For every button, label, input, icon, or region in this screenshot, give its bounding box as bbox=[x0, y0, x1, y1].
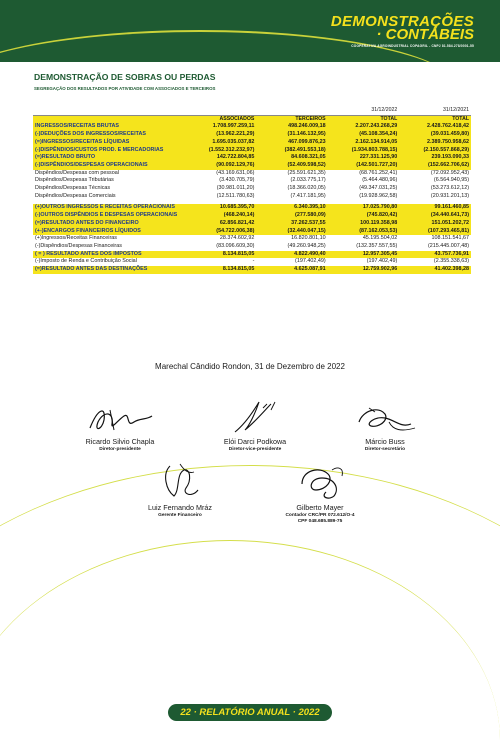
row-value: 10.685.395,70 bbox=[179, 204, 256, 212]
table-row bbox=[33, 123, 471, 131]
row-label: (-)DISPÊNDIOS/CUSTOS PROD. E MERCADORIAS bbox=[33, 147, 179, 155]
col-total-2022: TOTAL bbox=[328, 115, 400, 123]
empty-cell bbox=[33, 107, 179, 115]
column-header-row bbox=[33, 115, 471, 123]
row-value: 4.625.087,91 bbox=[256, 266, 327, 274]
row-value: (90.092.129,76) bbox=[179, 162, 256, 170]
signature-image bbox=[215, 398, 295, 436]
row-value: (468.240,14) bbox=[179, 212, 256, 220]
row-label: (-)Imposto de Renda e Contribuição Social bbox=[33, 258, 179, 266]
brand-line1: DEMONSTRAÇÕES bbox=[330, 13, 474, 30]
row-label: (+-)ENCARGOS FINANCEIROS LÍQUIDOS bbox=[33, 228, 179, 236]
table-row bbox=[33, 266, 471, 274]
page-header bbox=[0, 0, 500, 62]
financial-table bbox=[33, 107, 471, 274]
page-number: 22 bbox=[180, 707, 191, 718]
row-value: 43.757.736,91 bbox=[399, 251, 471, 259]
brand-logo bbox=[331, 14, 474, 48]
row-value: 227.331.125,90 bbox=[328, 154, 400, 162]
row-value: (197.402,49) bbox=[256, 258, 327, 266]
row-value: 2.389.750.958,62 bbox=[399, 139, 471, 147]
row-value: 100.119.358,98 bbox=[328, 220, 400, 228]
row-value: 108.151.541,67 bbox=[399, 235, 471, 243]
signature-block bbox=[120, 460, 240, 518]
table-row bbox=[33, 220, 471, 228]
signer-name: Elói Darci Podkowa bbox=[223, 437, 287, 446]
row-value: 467.099.876,23 bbox=[256, 139, 327, 147]
row-value: (25.591.621,35) bbox=[256, 170, 327, 178]
row-value: 498.246.009,18 bbox=[256, 123, 327, 131]
row-value: (2.033.775,17) bbox=[256, 177, 327, 185]
footer-year: 2022 bbox=[298, 707, 320, 718]
row-value: (277.580,09) bbox=[256, 212, 327, 220]
row-value: (215.445.007,48) bbox=[399, 243, 471, 251]
signature-block bbox=[195, 398, 315, 452]
footer-pill: 22 · RELATÓRIO ANUAL · 2022 bbox=[168, 704, 331, 721]
signature-image bbox=[280, 460, 360, 502]
table-row bbox=[33, 258, 471, 266]
brand-line2-text: CONTÁBEIS bbox=[385, 26, 474, 43]
row-value: 6.340.395,10 bbox=[256, 204, 327, 212]
col-terceiros: TERCEIROS bbox=[256, 115, 327, 123]
signer-role: Diretor-secretário bbox=[364, 447, 406, 452]
table-row bbox=[33, 154, 471, 162]
row-value: 37.262.537,55 bbox=[256, 220, 327, 228]
row-value: 2.428.762.418,42 bbox=[399, 123, 471, 131]
row-value: (2.355.338,63) bbox=[399, 258, 471, 266]
table-row bbox=[33, 131, 471, 139]
row-value: (5.464.480,96) bbox=[328, 177, 400, 185]
row-label: Dispêndios/Despesas Técnicas bbox=[33, 185, 179, 193]
row-label: Dispêndios/Despesas com pessoal bbox=[33, 170, 179, 178]
signer-role: Contador CRC/PR 072.612/O-4 bbox=[285, 513, 355, 518]
place-date: Marechal Cândido Rondon, 31 de Dezembro de 2022 bbox=[155, 362, 345, 371]
row-value: (3.430.705,79) bbox=[179, 177, 256, 185]
col-total-2021: TOTAL bbox=[399, 115, 471, 123]
row-value: (39.031.459,80) bbox=[399, 131, 471, 139]
table-row bbox=[33, 185, 471, 193]
row-label: Dispêndios/Despesas Comerciais bbox=[33, 193, 179, 201]
row-value: (87.162.053,53) bbox=[328, 228, 400, 236]
row-value: 12.957.305,45 bbox=[328, 251, 400, 259]
row-value: (54.722.006,38) bbox=[179, 228, 256, 236]
footer-label: RELATÓRIO ANUAL bbox=[199, 707, 291, 718]
row-value: 2.207.243.268,29 bbox=[328, 123, 400, 131]
row-value: (7.417.181,95) bbox=[256, 193, 327, 201]
signature-block bbox=[60, 402, 180, 452]
row-value: (18.366.020,05) bbox=[256, 185, 327, 193]
row-value: (142.501.727,20) bbox=[328, 162, 400, 170]
row-value: (32.440.047,15) bbox=[256, 228, 327, 236]
row-value: (6.564.940,95) bbox=[399, 177, 471, 185]
row-value: (68.761.252,41) bbox=[328, 170, 400, 178]
row-value: (19.928.962,58) bbox=[328, 193, 400, 201]
row-label: (+)Ingressos/Receitas Financeiras bbox=[33, 235, 179, 243]
signer-cpf: CPF 048.685.889-75 bbox=[297, 519, 343, 524]
row-value: 12.759.902,96 bbox=[328, 266, 400, 274]
table-row bbox=[33, 139, 471, 147]
row-label: (=)RESULTADO ANTES DAS DESTINAÇÕES bbox=[33, 266, 179, 274]
row-label: (=)RESULTADO ANTES DO FINANCEIRO bbox=[33, 220, 179, 228]
row-value: (49.260.948,25) bbox=[256, 243, 327, 251]
row-value: (43.169.631,06) bbox=[179, 170, 256, 178]
row-value: 17.025.790,80 bbox=[328, 204, 400, 212]
row-value: (83.096.609,30) bbox=[179, 243, 256, 251]
row-label: (=)RESULTADO BRUTO bbox=[33, 154, 179, 162]
row-value: (107.293.465,81) bbox=[399, 228, 471, 236]
row-value: 84.608.321,05 bbox=[256, 154, 327, 162]
row-value: (152.662.706,62) bbox=[399, 162, 471, 170]
row-value: 142.722.804,85 bbox=[179, 154, 256, 162]
signature-image bbox=[140, 460, 220, 502]
signer-name: Luiz Fernando Mráz bbox=[148, 503, 212, 512]
row-value: (745.820,42) bbox=[328, 212, 400, 220]
row-value: (382.491.553,18) bbox=[256, 147, 327, 155]
page-footer bbox=[0, 702, 500, 721]
table-row bbox=[33, 243, 471, 251]
row-value: (20.931.201,13) bbox=[399, 193, 471, 201]
row-value: (13.962.221,29) bbox=[179, 131, 256, 139]
report-title: DEMONSTRAÇÃO DE SOBRAS OU PERDAS bbox=[34, 72, 216, 82]
table-row bbox=[33, 235, 471, 243]
row-label: INGRESSOS/RECEITAS BRUTAS bbox=[33, 123, 179, 131]
table-row bbox=[33, 193, 471, 201]
row-value: (1.934.803.788,15) bbox=[328, 147, 400, 155]
row-value: (49.347.031,25) bbox=[328, 185, 400, 193]
row-value: 8.134.815,05 bbox=[179, 251, 256, 259]
row-value: 28.374.602,92 bbox=[179, 235, 256, 243]
signer-role: Gerente Financeiro bbox=[158, 513, 202, 518]
row-value: - bbox=[179, 258, 256, 266]
signer-role: Diretor-vice-presidente bbox=[228, 447, 282, 452]
row-label: (=)INGRESSOS/RECEITAS LÍQUIDAS bbox=[33, 139, 179, 147]
row-label: (+)OUTROS INGRESSOS E RECEITAS OPERACIONAIS bbox=[33, 204, 179, 212]
row-value: (197.402,49) bbox=[328, 258, 400, 266]
empty-header bbox=[33, 115, 179, 123]
row-value: 62.856.821,42 bbox=[179, 220, 256, 228]
row-value: 16.820.801,10 bbox=[256, 235, 327, 243]
table-row bbox=[33, 162, 471, 170]
row-value: 1.695.035.037,82 bbox=[179, 139, 256, 147]
row-value: 4.822.490,40 bbox=[256, 251, 327, 259]
row-value: 8.134.815,05 bbox=[179, 266, 256, 274]
table-row bbox=[33, 204, 471, 212]
row-value: (30.981.011,20) bbox=[179, 185, 256, 193]
signer-name: Ricardo Silvio Chapla bbox=[85, 437, 155, 446]
signature-block bbox=[255, 460, 385, 524]
table-row bbox=[33, 177, 471, 185]
date-2021: 31/12/2021 bbox=[399, 107, 471, 115]
row-value: (1.552.312.232,97) bbox=[179, 147, 256, 155]
row-label: (-)Dispêndios/Despesas Financeiras bbox=[33, 243, 179, 251]
row-value: 99.161.460,85 bbox=[399, 204, 471, 212]
brand-line2: · CONTÁBEIS bbox=[376, 26, 474, 43]
row-value: 1.708.997.259,11 bbox=[179, 123, 256, 131]
row-label: (-)OUTROS DISPÊNDIOS E DESPESAS OPERACIONAIS bbox=[35, 212, 178, 219]
brand-subtitle: COOPERATIVA AGROINDUSTRIAL COPAGRIL - CNPJ 81.584.278/0001-55 bbox=[351, 44, 474, 48]
row-value: 41.402.398,28 bbox=[399, 266, 471, 274]
signer-name: Márcio Buss bbox=[365, 437, 405, 446]
row-value: (53.273.612,12) bbox=[399, 185, 471, 193]
row-label: ( = ) RESULTADO ANTES DOS IMPOSTOS bbox=[33, 251, 179, 259]
date-header-row bbox=[33, 107, 471, 115]
signature-block bbox=[325, 402, 445, 452]
table-row bbox=[33, 170, 471, 178]
row-value: (34.440.641,73) bbox=[399, 212, 471, 220]
row-label: (-)DISPÊNDIOS/DESPESAS OPERACIONAIS bbox=[33, 162, 179, 170]
row-value: (52.409.598,52) bbox=[256, 162, 327, 170]
row-value: 45.195.504,02 bbox=[328, 235, 400, 243]
row-value: (72.092.952,43) bbox=[399, 170, 471, 178]
signature-image bbox=[80, 402, 160, 436]
signature-image bbox=[345, 402, 425, 436]
table-row bbox=[33, 251, 471, 259]
row-label: (-)DEDUÇÕES DOS INGRESSOS/RECEITAS bbox=[33, 131, 179, 139]
row-label: Dispêndios/Despesas Tributárias bbox=[33, 177, 179, 185]
empty-cell bbox=[179, 107, 256, 115]
row-value: 151.051.202,72 bbox=[399, 220, 471, 228]
row-value: 2.162.134.914,05 bbox=[328, 139, 400, 147]
col-associados: ASSOCIADOS bbox=[179, 115, 256, 123]
table-row bbox=[33, 212, 471, 220]
row-value: (132.357.557,55) bbox=[328, 243, 400, 251]
row-value: (45.108.354,24) bbox=[328, 131, 400, 139]
table-row bbox=[33, 228, 471, 236]
report-subtitle: SEGREGAÇÃO DOS RESULTADOS POR ATIVIDADE COM ASSOCIADOS E TERCEIROS bbox=[34, 86, 216, 91]
signer-role: Diretor-presidente bbox=[99, 447, 141, 452]
row-value: (2.150.557.868,29) bbox=[399, 147, 471, 155]
empty-cell bbox=[256, 107, 327, 115]
signer-name: Gilberto Mayer bbox=[296, 503, 344, 512]
row-value: (12.511.780,63) bbox=[179, 193, 256, 201]
date-2022: 31/12/2022 bbox=[328, 107, 400, 115]
table-row bbox=[33, 147, 471, 155]
row-value: 239.193.090,33 bbox=[399, 154, 471, 162]
row-value: (31.146.132,95) bbox=[256, 131, 327, 139]
